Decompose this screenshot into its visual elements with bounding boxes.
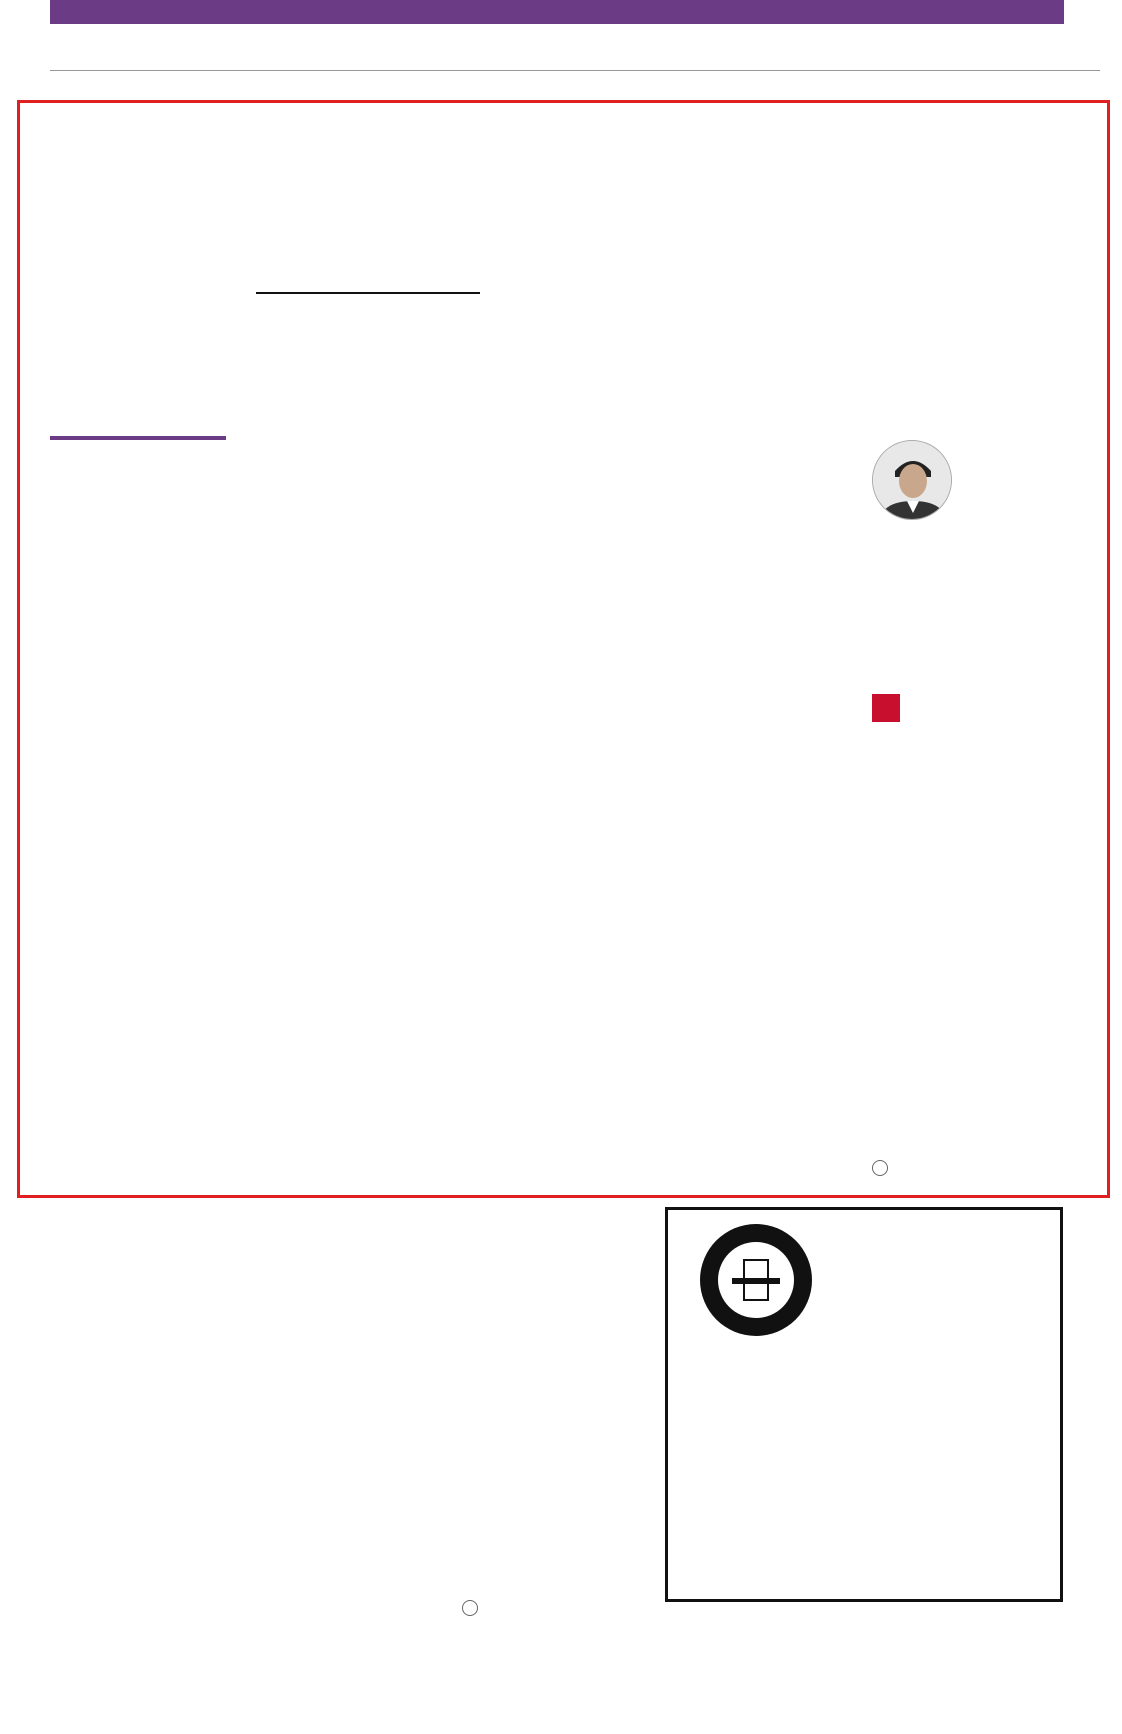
top-color-bar: [50, 0, 1064, 24]
avatar: [872, 440, 952, 520]
university-ad: [665, 1207, 1063, 1602]
person-photo-icon: [873, 441, 952, 520]
comment-icon: [872, 1160, 888, 1176]
header-divider: [50, 70, 1100, 71]
page-header-left: [62, 50, 70, 65]
article2-byline: [462, 1600, 486, 1616]
comment-icon: [462, 1600, 478, 1616]
author-byline: [872, 1160, 896, 1176]
university-seal-icon: [696, 1220, 816, 1340]
chart-header-rule: [256, 292, 480, 294]
charts-panel: [256, 320, 860, 710]
kicker-rule: [50, 436, 226, 440]
lr-logo: [872, 694, 900, 722]
